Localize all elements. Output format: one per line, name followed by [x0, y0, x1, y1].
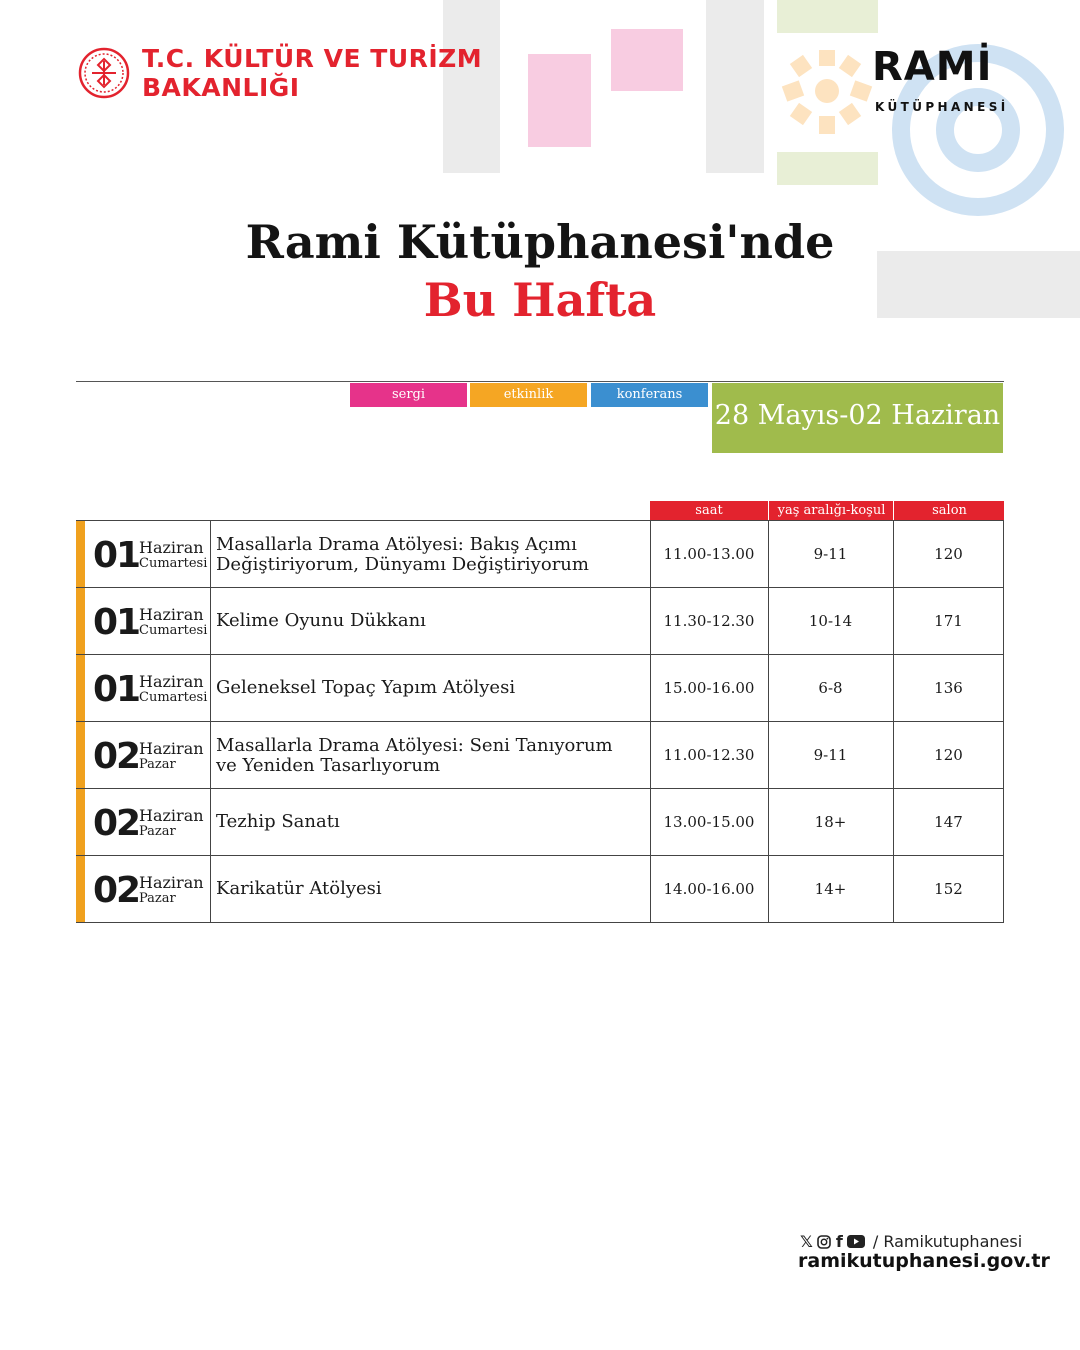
website-link[interactable]: ramikutuphanesi.gov.tr — [798, 1250, 1050, 1272]
row-weekday: Cumartesi — [139, 623, 208, 638]
social-handle[interactable]: / Ramikutuphanesi — [872, 1232, 1023, 1251]
row-age: 14+ — [814, 880, 847, 898]
row-age: 10-14 — [808, 612, 853, 630]
schedule-table — [76, 520, 1004, 923]
row-time: 13.00-15.00 — [663, 813, 755, 831]
row-weekday: Pazar — [139, 757, 176, 772]
decor-pink-block-2 — [611, 29, 683, 91]
row-weekday: Pazar — [139, 824, 176, 839]
row-month: Haziran — [139, 538, 204, 557]
page-title: Rami Kütüphanesi'nde — [245, 215, 835, 269]
decor-pink-block-1 — [528, 54, 591, 147]
row-month: Haziran — [139, 672, 204, 691]
row-age: 6-8 — [818, 679, 843, 697]
table-row — [76, 588, 1004, 655]
row-event: Kelime Oyunu Dükkanı — [216, 610, 426, 631]
ministry-name-line1: T.C. KÜLTÜR VE TURİZM — [142, 44, 483, 73]
table-row — [76, 521, 1004, 588]
row-age: 9-11 — [813, 746, 848, 764]
row-age: 18+ — [814, 813, 847, 831]
row-event: Geleneksel Topaç Yapım Atölyesi — [216, 677, 516, 698]
row-accent — [76, 789, 85, 855]
page-subtitle: Bu Hafta — [423, 273, 657, 327]
row-day: 01 — [93, 535, 140, 576]
row-accent — [76, 722, 85, 788]
table-row — [76, 789, 1004, 856]
instagram-icon[interactable] — [817, 1235, 831, 1249]
row-weekday: Cumartesi — [139, 690, 208, 705]
row-room: 152 — [934, 880, 963, 898]
row-event: Tezhip Sanatı — [216, 811, 340, 832]
row-time: 11.30-12.30 — [663, 612, 755, 630]
row-room: 120 — [934, 746, 963, 764]
ministry-logo — [78, 44, 482, 102]
table-row — [76, 655, 1004, 722]
table-row — [76, 856, 1004, 923]
row-room: 171 — [934, 612, 963, 630]
row-event: Masallarla Drama Atölyesi: Bakış Açımı Değiştiriyorum, Dünyamı Değiştiriyorum — [216, 534, 589, 575]
rami-logo-subtitle: KÜTÜPHANESİ — [875, 100, 1009, 114]
row-accent — [76, 588, 85, 654]
row-time: 14.00-16.00 — [663, 880, 755, 898]
row-month: Haziran — [139, 739, 204, 758]
decor-green-bar-2 — [777, 152, 878, 185]
row-room: 136 — [934, 679, 963, 697]
row-day: 02 — [93, 803, 140, 844]
row-day: 02 — [93, 870, 140, 911]
row-day: 01 — [93, 669, 140, 710]
youtube-icon[interactable] — [847, 1235, 865, 1248]
date-range-badge: 28 Mayıs-02 Haziran — [712, 383, 1003, 453]
ministry-emblem-icon — [78, 47, 130, 99]
row-weekday: Cumartesi — [139, 556, 208, 571]
row-month: Haziran — [139, 873, 204, 892]
row-weekday: Pazar — [139, 891, 176, 906]
header-saat: saat — [695, 503, 723, 518]
row-age: 9-11 — [813, 545, 848, 563]
row-month: Haziran — [139, 806, 204, 825]
x-icon[interactable]: 𝕏 — [800, 1232, 813, 1251]
decor-sun-icon — [780, 48, 875, 138]
category-konferans: konferans — [591, 383, 708, 407]
row-event: Karikatür Atölyesi — [216, 878, 382, 899]
ministry-name-line2: BAKANLIĞI — [142, 73, 300, 102]
divider — [76, 381, 1004, 382]
decor-gray-bar-2 — [706, 0, 764, 173]
row-room: 147 — [934, 813, 963, 831]
row-day: 02 — [93, 736, 140, 777]
row-time: 11.00-12.30 — [663, 746, 755, 764]
social-links — [800, 1232, 1022, 1251]
category-etkinlik: etkinlik — [470, 383, 587, 407]
row-month: Haziran — [139, 605, 204, 624]
category-sergi: sergi — [350, 383, 467, 407]
row-accent — [76, 521, 85, 587]
decor-green-bar-1 — [777, 0, 878, 33]
row-time: 11.00-13.00 — [663, 545, 755, 563]
table-row — [76, 722, 1004, 789]
row-accent — [76, 655, 85, 721]
rami-logo-name: RAMİ — [872, 44, 993, 90]
table-header — [650, 501, 1004, 521]
facebook-icon[interactable]: f — [835, 1232, 843, 1251]
header-salon: salon — [893, 501, 1005, 521]
row-day: 01 — [93, 602, 140, 643]
row-accent — [76, 856, 85, 922]
row-event: Masallarla Drama Atölyesi: Seni Tanıyorum ve Yeniden Tasarlıyorum — [216, 735, 613, 776]
row-room: 120 — [934, 545, 963, 563]
header-yas: yaş aralığı-koşul — [768, 501, 894, 521]
row-time: 15.00-16.00 — [663, 679, 755, 697]
